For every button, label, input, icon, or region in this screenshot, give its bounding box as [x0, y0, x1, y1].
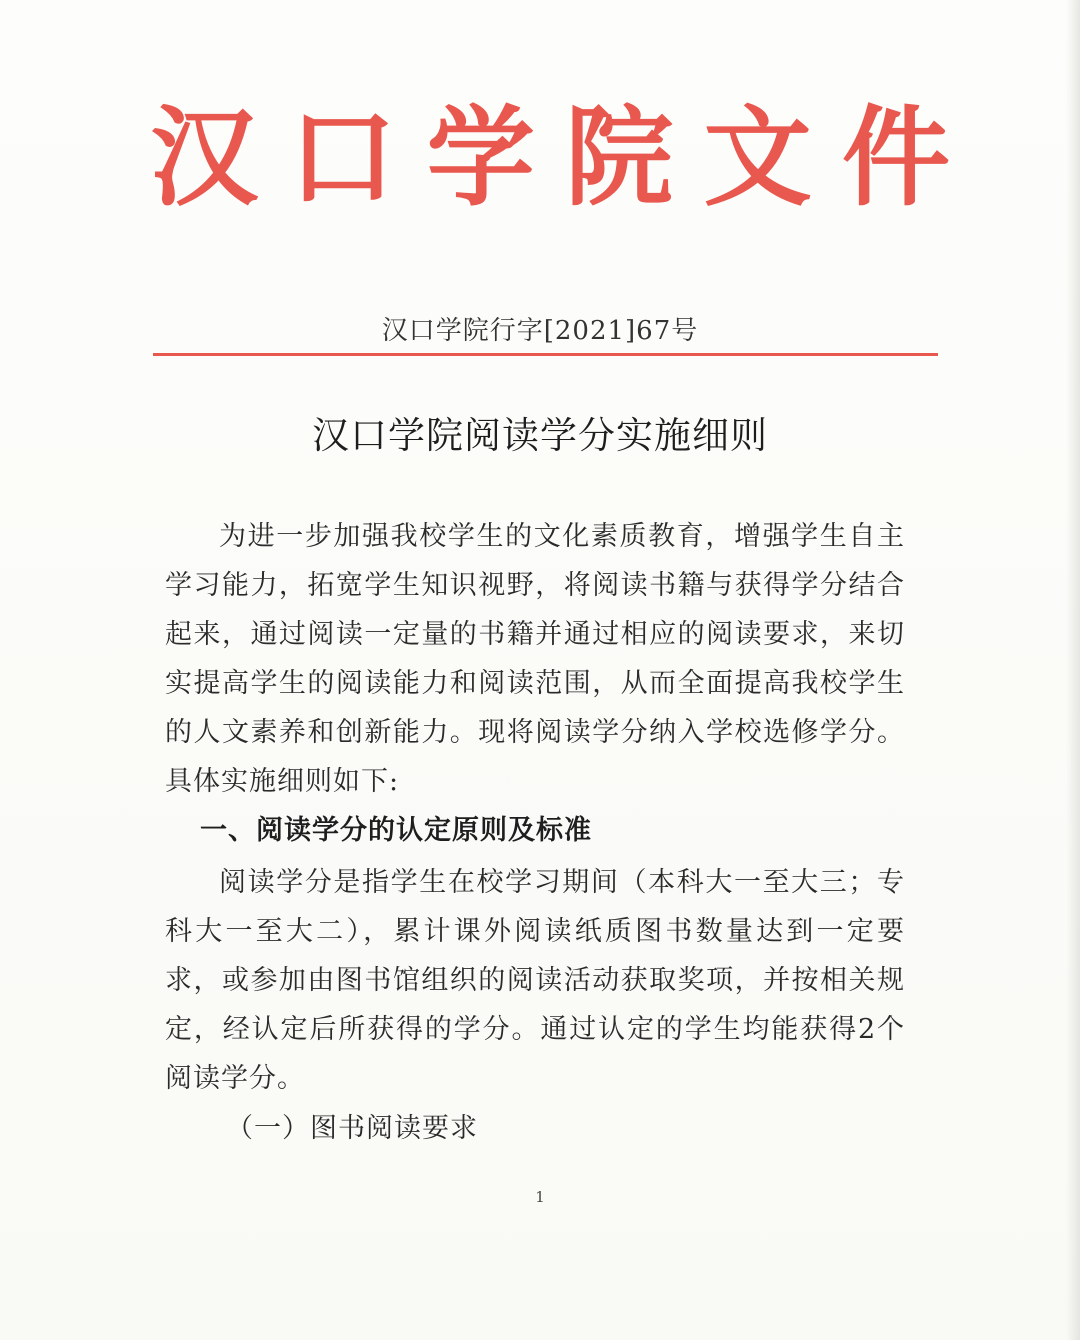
header-char-6: 件: [841, 95, 950, 221]
document-header-title: [150, 88, 950, 228]
page-number: 1: [535, 1188, 545, 1206]
page-edge-shadow: [1066, 0, 1080, 1340]
document-number: 汉口学院行字[2021]67号: [381, 316, 699, 346]
header-char-1: 汉: [150, 95, 259, 221]
header-char-4: 院: [565, 95, 674, 221]
header-char-3: 学: [426, 95, 535, 221]
section-paragraph: 阅读学分是指学生在校学习期间（本科大一至大三；专科大一至大二），累计课外阅读纸质图书数量达到一定要求，或参加由图书馆组织的阅读活动获取奖项，并按相关规定，经认定后所获得的学分。通过认定的学生均能获得2个阅读学分。: [165, 867, 905, 1094]
header-char-2: 口: [288, 95, 397, 221]
document-title: 汉口学院阅读学分实施细则: [312, 414, 768, 457]
section-body: [165, 858, 905, 1103]
intro-body: [165, 512, 905, 806]
section-heading: 一、阅读学分的认定原则及标准: [200, 815, 592, 846]
sub-heading: （一）图书阅读要求: [226, 1113, 478, 1144]
header-char-5: 文: [703, 95, 812, 221]
red-separator-rule: [153, 353, 938, 356]
intro-paragraph: 为进一步加强我校学生的文化素质教育，增强学生自主学习能力，拓宽学生知识视野，将阅读书籍与获得学分结合起来，通过阅读一定量的书籍并通过相应的阅读要求，来切实提高学生的阅读能力和阅读范围，从而全面提高我校学生的人文素养和创新能力。现将阅读学分纳入学校选修学分。具体实施细则如下:: [165, 521, 905, 797]
